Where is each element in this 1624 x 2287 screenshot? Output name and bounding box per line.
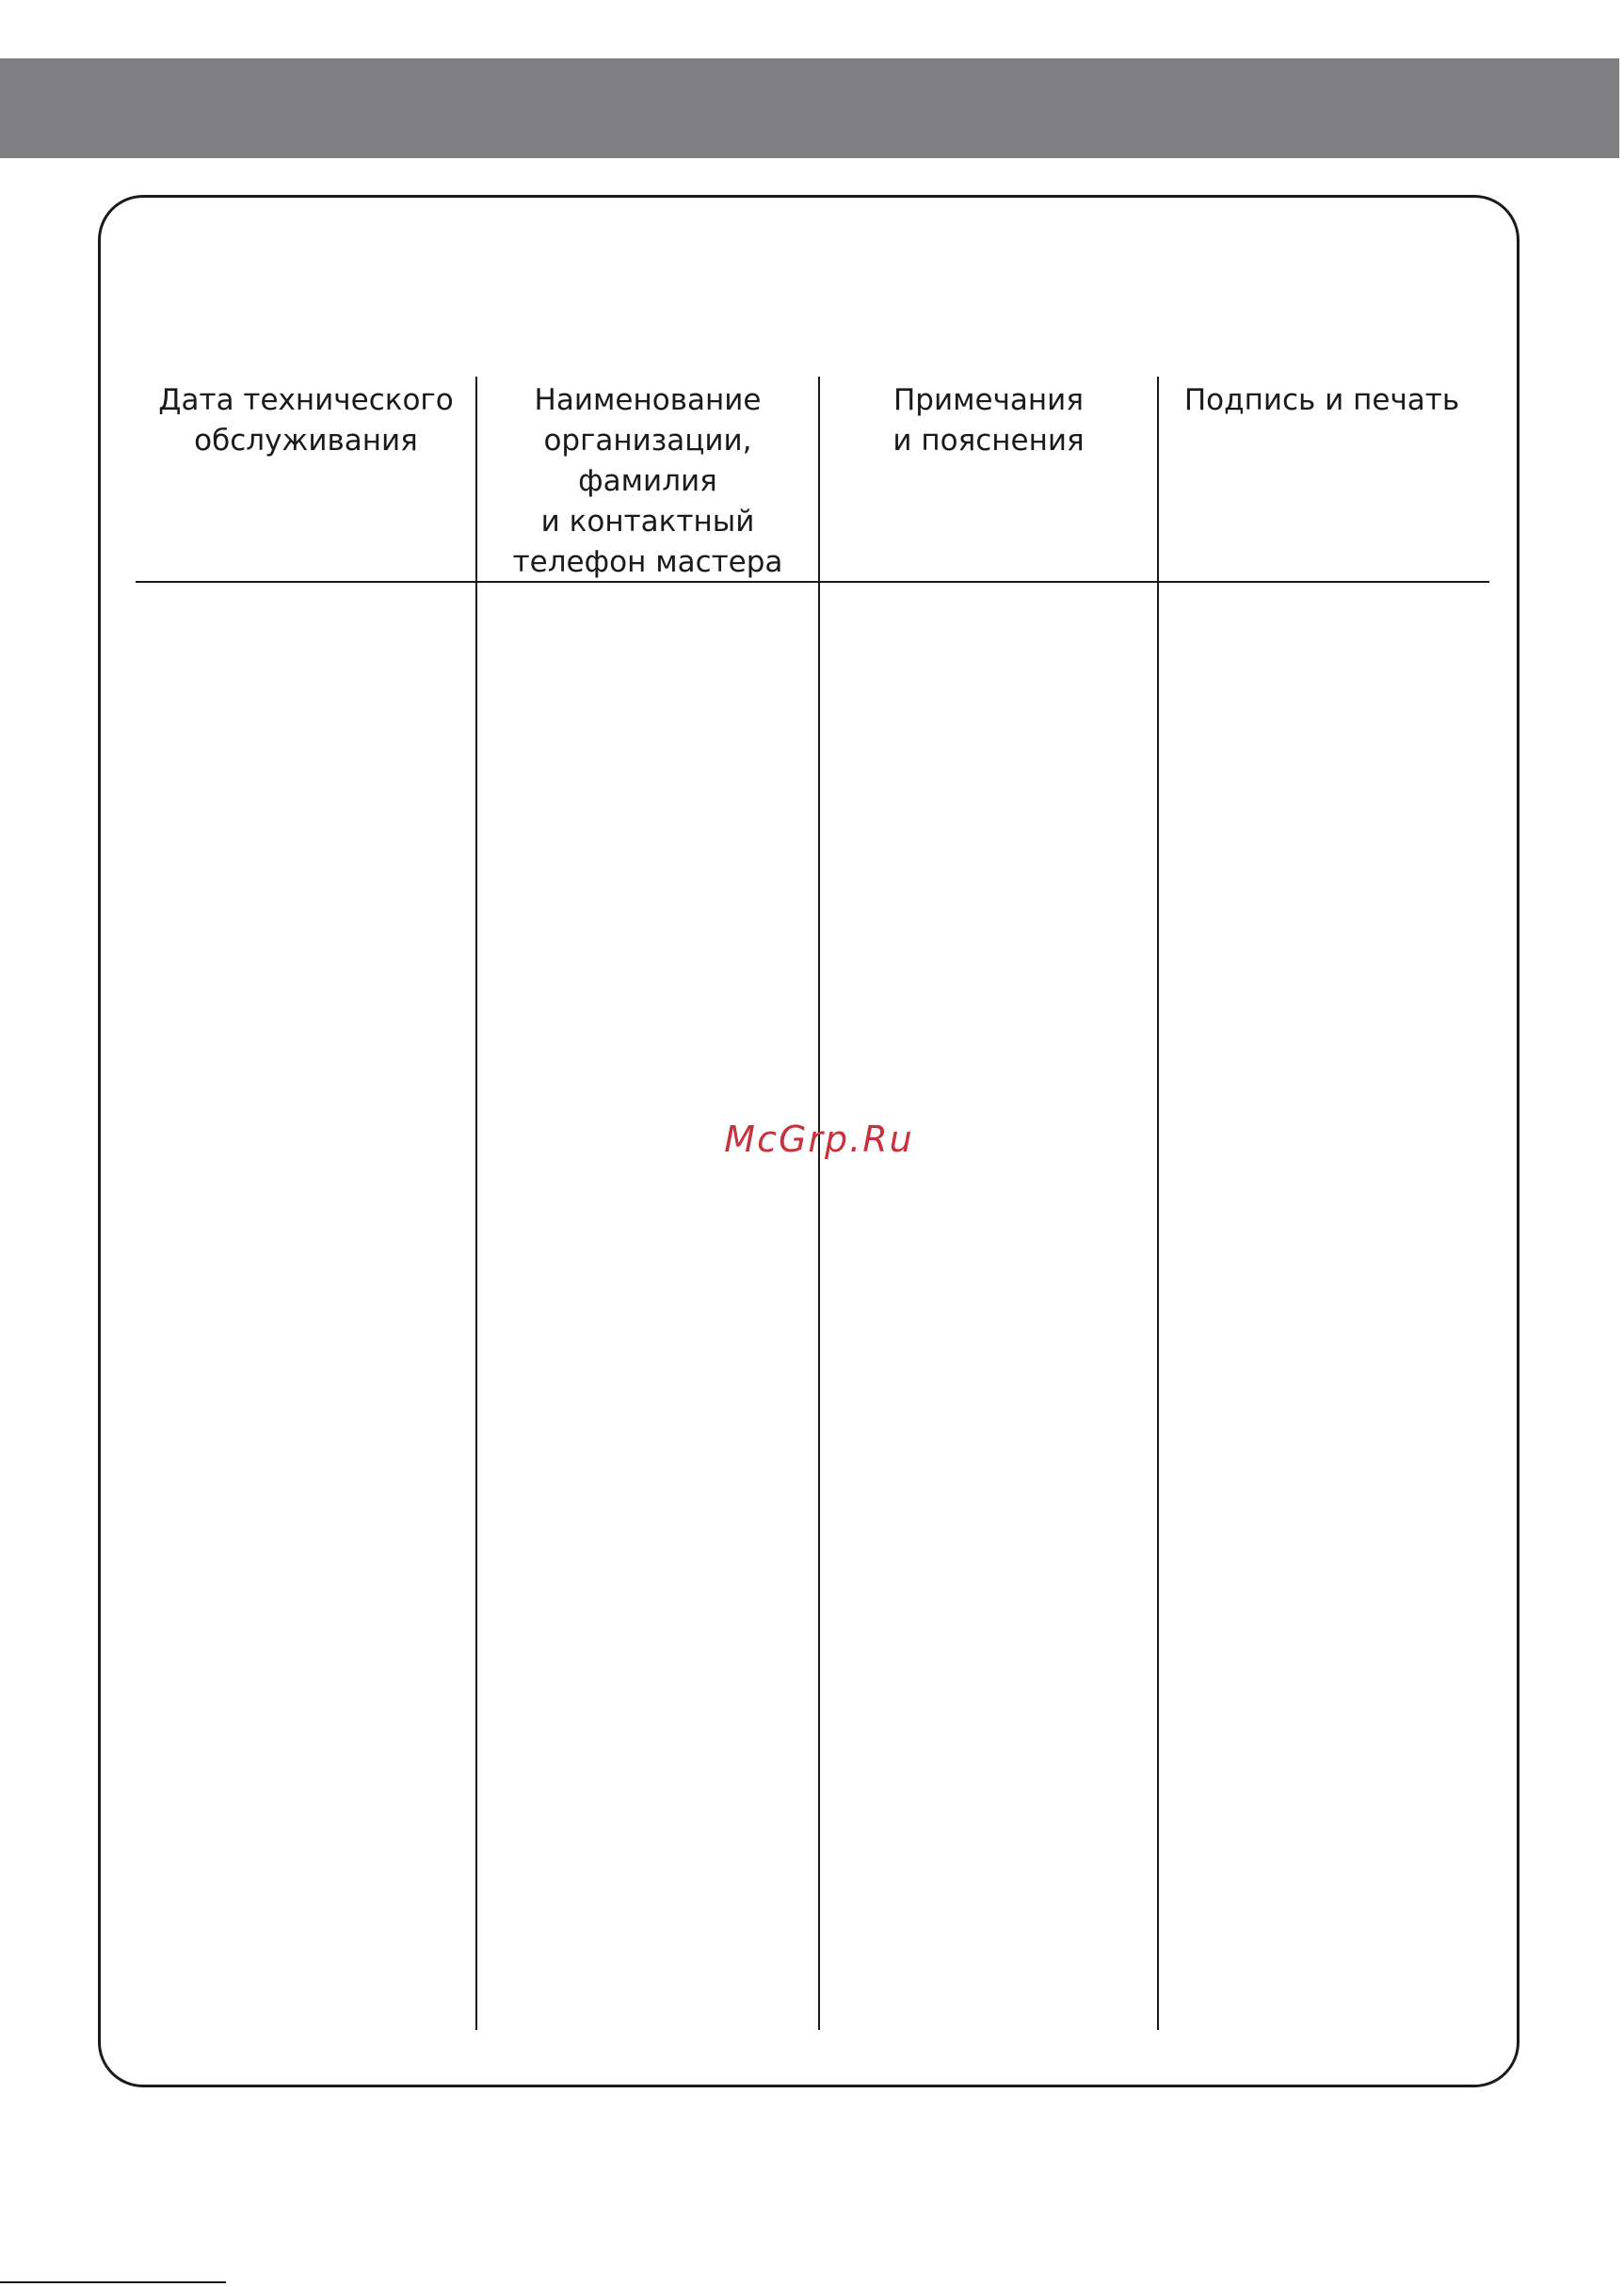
column-divider [818, 377, 820, 2030]
column-header-signature: Подпись и печать [1183, 383, 1460, 417]
column-divider [1157, 377, 1159, 2030]
top-header-band [0, 58, 1619, 158]
column-header-notes: Примечания и пояснения [892, 383, 1085, 458]
watermark: McGrp.Ru [724, 1119, 914, 1160]
column-header-date: Дата технического обслуживания [158, 383, 454, 458]
header-underline [136, 581, 1489, 583]
footer-rule [0, 2281, 226, 2283]
column-header-organization: Наименование организации, фамилия и контактный телефон мастера [512, 383, 783, 579]
column-divider [475, 377, 477, 2030]
